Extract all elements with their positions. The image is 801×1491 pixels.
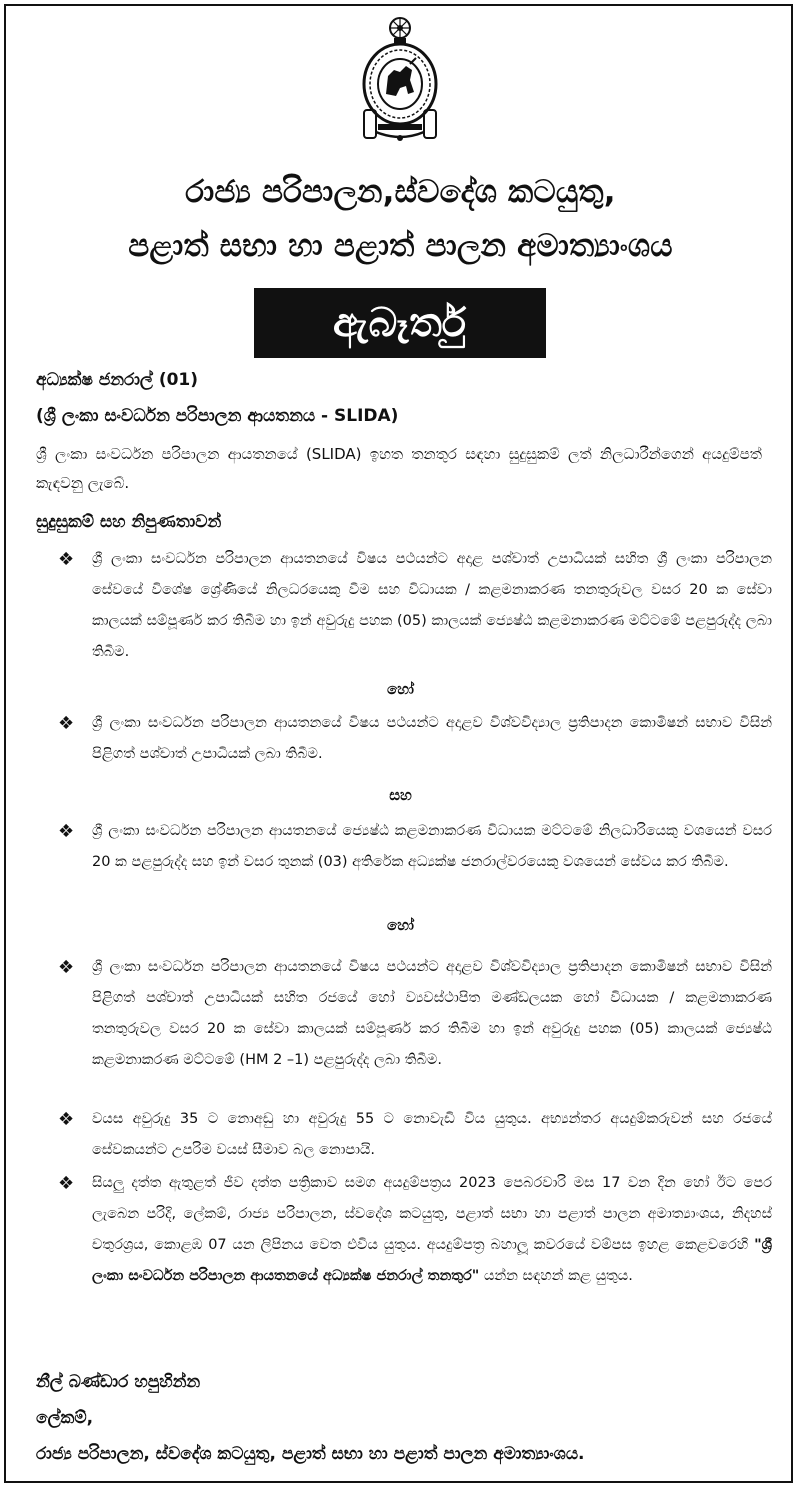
- qualification-text: ශ්‍රී ලංකා සංවර්ධන පරිපාලන ආයතනයේ විෂය පථයන්ට අදාළ පශ්චාත් උපාධියක් සහිත ශ්‍රී ලංකා පරිපාලන සේවයේ විශේෂ ශ්‍රේණියේ නිලධරයෙකු වීම සහ විධායක / කළමනාකරණ තනතුරුවල වසර 20 ක සේවා කාලයක් සම්පූර්ණ කර තිබීම හා ඉන් අවුරුදු පහක (05) කාලයක් ජ්‍යෙෂ්ඨ කළමනාකරණ මට්ටමේ පළපුරුද්ද ලබා තිබීම.: [92, 551, 772, 660]
- signatory-name: නීල් බණ්ඩාර හපුහින්න: [36, 1372, 201, 1392]
- post-title: අධ්‍යක්ෂ ජනරාල් (01): [36, 370, 199, 390]
- qualification-item: [58, 544, 772, 668]
- qualification-text: ශ්‍රී ලංකා සංවර්ධන පරිපාලන ආයතනයේ ජ්‍යෙෂ්ඨ කළමනාකරණ විධායක මට්ටමේ නිලධාරියෙකු වශයෙන් වසර 20 ක පළපුරුද්ද සහ ඉන් වසර තුනක් (03) අතිරේක අධ්‍යක්ෂ ජනරාල්වරයෙකු වශයෙන් සේවය කර තිබීම.: [92, 823, 772, 870]
- qualification-item: [58, 816, 772, 878]
- diamond-bullet-icon: ❖: [58, 549, 75, 570]
- ministry-title-line2: පළාත් සභා හා පළාත් පාලන අමාත්‍යාංශය: [128, 228, 673, 264]
- diamond-bullet-icon: ❖: [58, 957, 75, 978]
- application-instructions-tail: යන්න සඳහන් කළ යුතුය.: [483, 1268, 633, 1284]
- application-instructions-text: [92, 1168, 772, 1292]
- qualification-text: ශ්‍රී ලංකා සංවර්ධන පරිපාලන ආයතනයේ විෂය පථයන්ට අදාළව විශ්වවිද්‍යාල ප්‍රතිපාදන කොමිෂන් සභාව විසින් පිළිගත් පශ්චාත් උපාධියක් සහිත රජයේ හෝ ව්‍යවස්ථාපිත මණ්ඩලයක හෝ විධායක / කළමනාකරණ තනතුරුවල වසර 20 ක සේවා කාලයක් සම්පූර්ණ කර තිබීම හා ඉන් අවුරුදු පහක (05) කාලයක් ජ්‍යෙෂ්ඨ කළමනාකරණ මට්ටමේ (HM 2 –1) පළපුරුද්ද ලබා තිබීම.: [92, 959, 772, 1068]
- qualification-item: [58, 708, 772, 770]
- signatory-role: ලේකම්,: [36, 1408, 94, 1428]
- age-requirement-text: වයස අවුරුදු 35 ට නොඅඩු හා අවුරුදු 55 ට නොවැඩි විය යුතුය. අභ්‍යන්තර අයදුම්කරුවන් සහ රජයේ සේවකයන්ට උපරිම වයස් සීමාව බල නොපායි.: [92, 1111, 772, 1158]
- envelope-label-quote: "ශ්‍රී ලංකා සංවර්ධන පරිපාලන ආයතනයේ අධ්‍යක්ෂ ජනරාල් තනතුර": [92, 1237, 773, 1284]
- vacancies-banner: ඇබෑර්තු: [254, 288, 546, 358]
- separator-and: සහ: [389, 786, 412, 804]
- diamond-bullet-icon: ❖: [58, 821, 75, 842]
- signatory-ministry: රාජ්‍ය පරිපාලන, ස්වදේශ කටයුතු, පළාත් සභා හා පළාත් පාලන අමාත්‍යාංශය.: [36, 1444, 585, 1464]
- qualification-text: ශ්‍රී ලංකා සංවර්ධන පරිපාලන ආයතනයේ විෂය පථයන්ට අදාළව විශ්වවිද්‍යාල ප්‍රතිපාදන කොමිෂන් සභාව විසින් පිළිගත් පශ්චාත් උපාධියක් ලබා තිබීම.: [92, 715, 772, 762]
- qualification-item: [58, 952, 772, 1076]
- age-requirement-item: [58, 1104, 772, 1166]
- ministry-title-line1: රාජ්‍ය පරිපාලන,ස්වදේශ කටයුතු,: [185, 174, 616, 210]
- state-emblem-icon: [360, 14, 440, 146]
- intro-paragraph: ශ්‍රී ලංකා සංවර්ධන පරිපාලන ආයතනයේ (SLIDA) ඉහත තනතුර සඳහා සුදුසුකම් ලත් නිලධාරීන්ගෙන් අයදුම්පත් කැඳවනු ලැබේ.: [36, 445, 762, 492]
- application-instructions-item: [58, 1168, 772, 1292]
- application-instructions-body: සියලු දත්ත ඇතුළත් ජීව දත්ත පත්‍රිකාව සමග අයදුම්පත්‍රය 2023 පෙබරවාරි මස 17 වන දින හෝ ඊට පෙර ලැබෙන පරිදි, ලේකම්, රාජ්‍ය පරිපාලන, ස්වදේශ කටයුතු, පළාත් සභා හා පළාත් පාලන අමාත්‍යාංශය, නිදහස් චතුරශ්‍රය, කොළඹ 07 යන ලිපිනය වෙත එවිය යුතුය. අයදුම්පත්‍ර බහාලූ කවරයේ වම්පස ඉහළ කෙළවරෙහි: [92, 1175, 772, 1253]
- separator-or: හෝ: [387, 680, 414, 698]
- diamond-bullet-icon: ❖: [58, 1173, 75, 1194]
- separator-or: හෝ: [387, 916, 414, 934]
- diamond-bullet-icon: ❖: [58, 713, 75, 734]
- qualifications-heading: සුදුසුකම් සහ නිපුණතාවන්: [36, 512, 222, 532]
- diamond-bullet-icon: ❖: [58, 1109, 75, 1130]
- post-institute: (ශ්‍රී ලංකා සංවර්ධන පරිපාලන ආයතනය - SLIDA): [36, 406, 399, 426]
